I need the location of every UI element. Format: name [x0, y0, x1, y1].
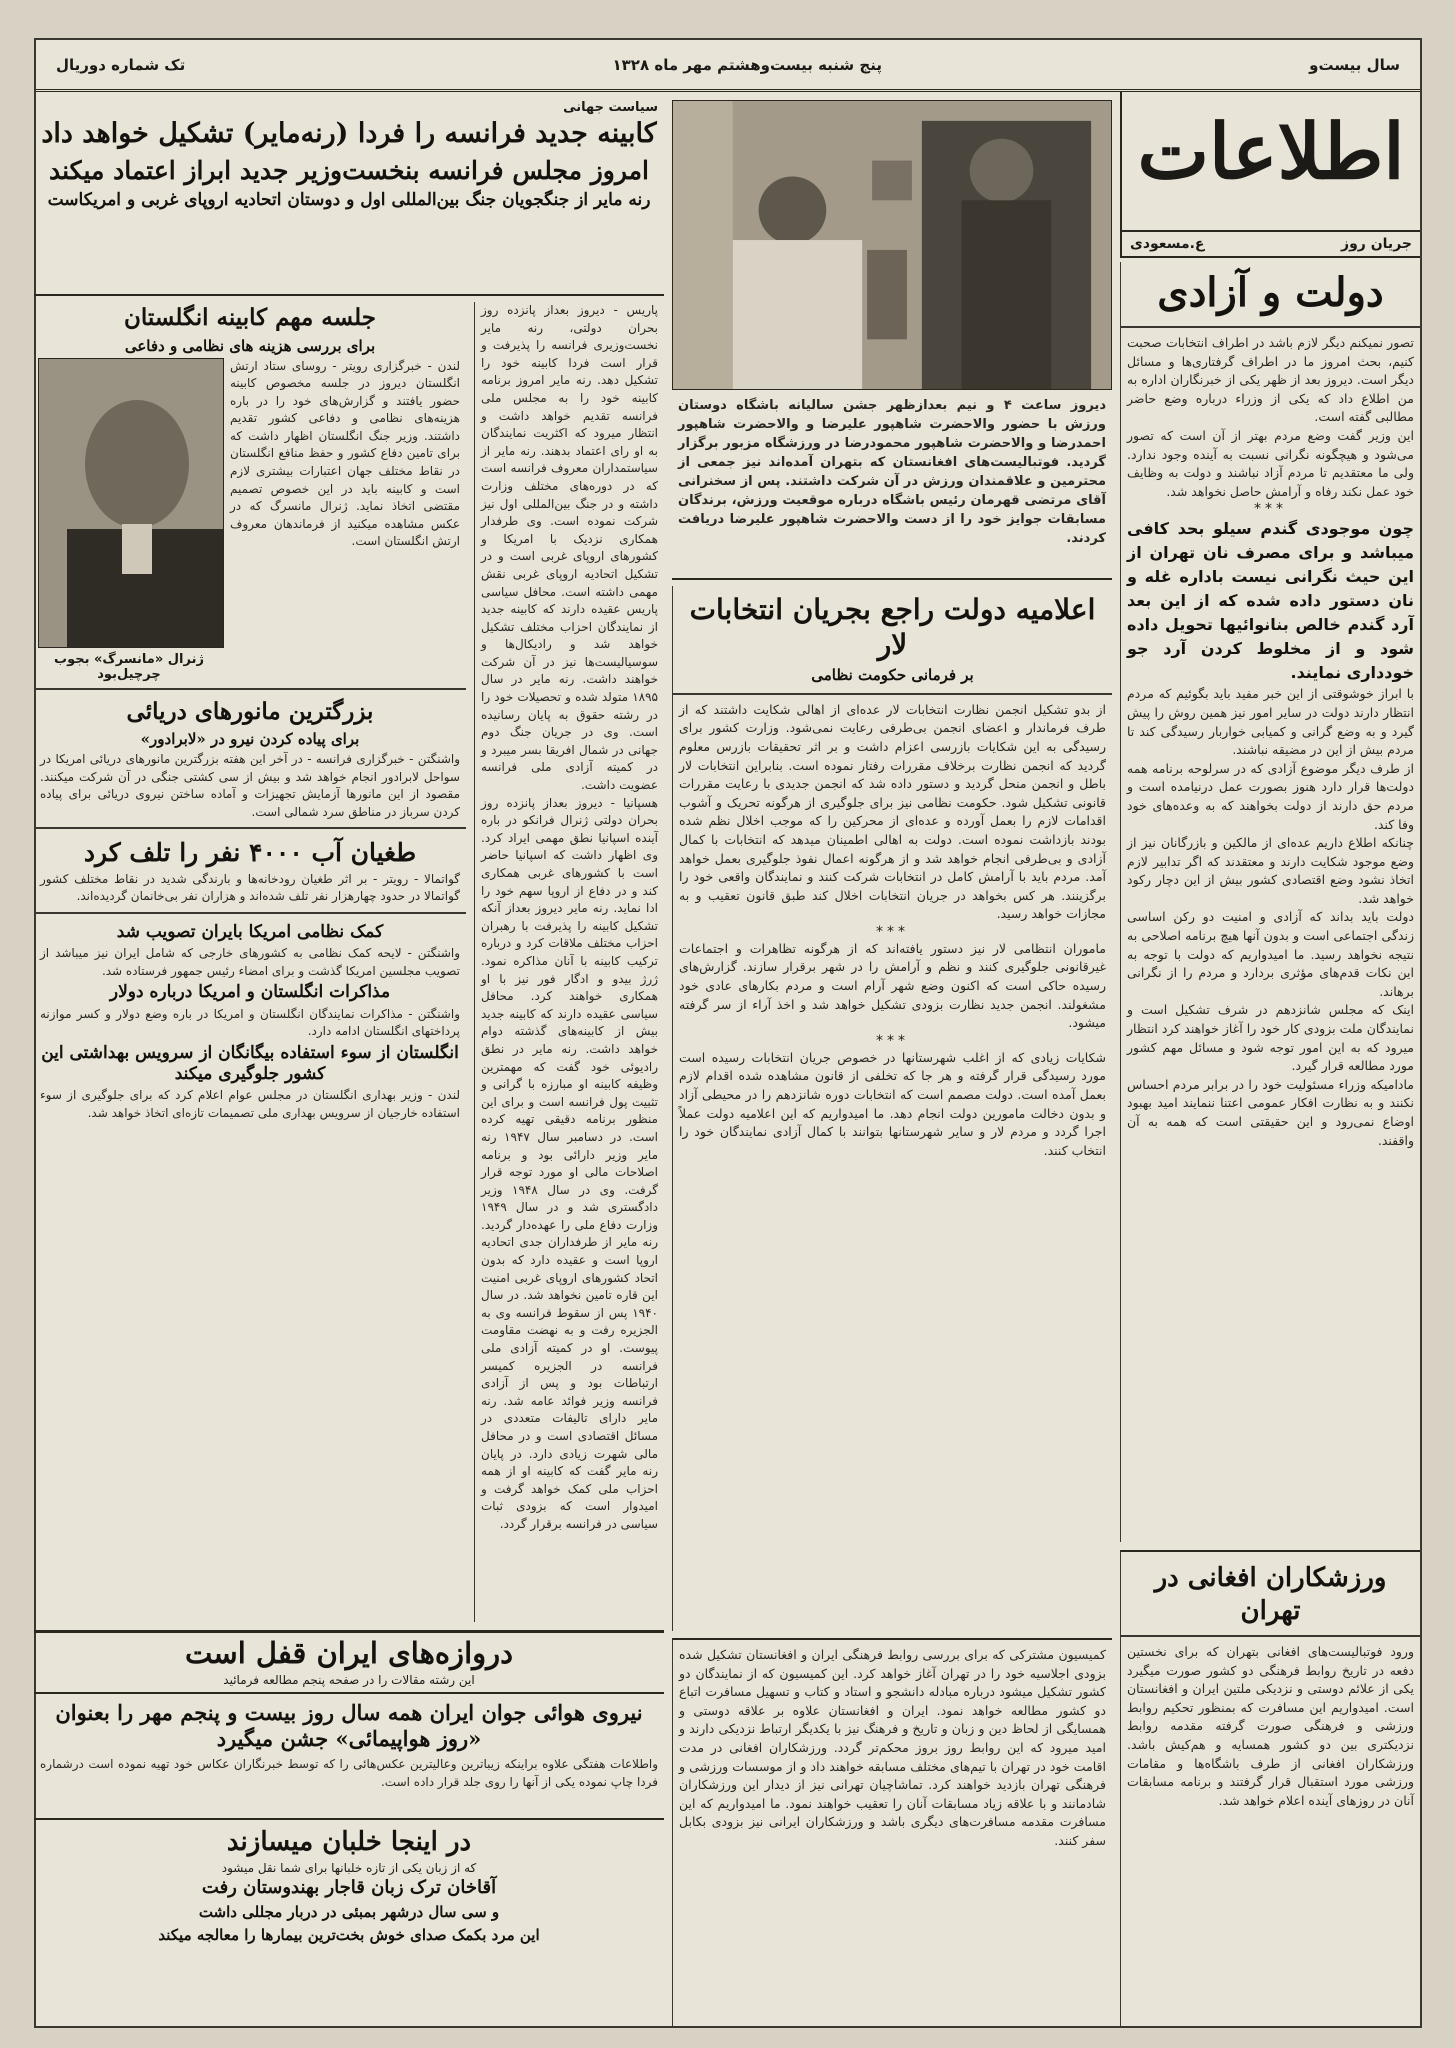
separator: *** — [876, 923, 909, 940]
portrait-photo — [38, 358, 224, 648]
gates-subtitle: این رشته مقالات را در صفحه پنجم مطالعه فرمائید — [223, 1673, 475, 1688]
election-title: اعلامیه دولت راجع بجریان انتخابات لار — [689, 593, 1096, 661]
airforce-title: نیروی هوائی جوان ایران همه سال روز بیست و پنجم مهر را بعنوان «روز هواپیمائی» جشن میگیرد — [55, 1700, 643, 1752]
shelter-title: در اینجا خلبان میسازند — [226, 1827, 472, 1857]
newspaper-logo: اطلاعات — [1137, 107, 1405, 196]
separator: *** — [1254, 501, 1287, 518]
britain-subtitle: برای بررسی هزینه های نظامی و دفاعی — [124, 336, 376, 355]
photo-caption: دیروز ساعت ۴ و نیم بعدازظهر جشن سالیانه باشگاه دوستان ورزش با حضور والاحضرت شاهپور علیرضا و والاحضرت شاهپور احمدرضا و والاحضرت شاهپور محمودرضا در ورزشگاه مزبور برگزار گردید. فوتبالیست‌های افغانستان که بتهران آمده‌اند نیز جمعی از محترمین و علاقمندان ورزش در آن شرکت داشتند. پس از سخنرانی آقای مرتضی قهرمان رئیس باشگاه درباره موقعیت ورزش، برندگان مسابقات جوایز خود را از دست والاحضرت شاهپور علیرضا دریافت کردند. — [678, 398, 1106, 546]
espionage-title: انگلستان از سوء استفاده بیگانگان از سرویس بهداشتی این کشور جلوگیری میکند — [41, 1042, 459, 1084]
afghan-title: ورزشکاران افغانی در تهران — [1154, 1563, 1387, 1626]
world-headline-2: امروز مجلس فرانسه بنخست‌وزیر جدید ابراز اعتماد میکند — [48, 155, 649, 185]
flood-title: طغیان آب ۴۰۰۰ نفر را تلف کرد — [83, 838, 417, 868]
naval-title: بزرگترین مانورهای دریائی — [126, 697, 374, 725]
election-text: از بدو تشکیل انجمن نظارت انتخابات لار عده‌ای از اهالی شکایت داشتند که از طرف فرماندار و اعضای انجمن بی‌طرفی رعایت نمی‌شود. وزارت کشور برای رسیدگی به این شکایات بازرسی اعزام داشت و بر اثر تحقیقات بازرس معلوم گردید که انجمن نظارت برخلاف مقررات رفتار نموده است. بنابراین انتخابات لار باطل و انجمن منحل گردید و دستور داده شد که انجمن جدیدی با رعایت مقررات قانونی تشکیل شود. حکومت نظامی نیز برای جلوگیری از هرگونه تحریک و آشوب اقدامات لازم را بعمل آورده و عده‌ای از محرکین را که موجب اخلال نظم شده بودند بازداشت نموده است. دولت به اهالی اطمینان میدهد که انتخابات با کمال آزادی و بی‌طرفی انجام خواهد شد و از هرگونه اعمال نفوذ جلوگیری بعمل خواهد آمد. مردم باید با آرامش کامل در انتخابات شرکت کنند و نمایندگان واقعی خود را برگزینند. هر کس بخواهد در جریان انتخابات اخلال کند طبق قانون تعقیب و به مجازات خواهد رسید. — [679, 701, 1106, 922]
magazine-line-2: و سی سال درشهر بمبئی در دربار مجللی داشت — [198, 1903, 500, 1921]
aid-text: واشنگتن - لایحه کمک نظامی به کشورهای خارجی که شامل ایران نیز میباشد از تصویب مجلسین امریکا گذشت و برای امضاء رئیس جمهور فرستاده شد. — [40, 946, 460, 978]
election-text-3: شکایات زیادی که از اغلب شهرستانها در خصوص جریان انتخابات رسیده است مورد رسیدگی قرار گرفته و هر جا که تخلفی از قانون مشاهده شده اقدام لازم بعمل آمده است. دولت مصمم است که انتخابات دوره شانزدهم را در محیطی آزاد و بدون دخالت مامورین دولت انجام دهد. ما امیدواریم که این اعلامیه دولت عملاً اجرا گردد و مردم لار و سایر شهرستانها بتوانند با کمال آزادی نمایندگان خود را انتخاب کنند. — [679, 1049, 1106, 1158]
photo-caption-block — [672, 396, 1112, 580]
editorial-paragraph: اینک که مجلس شانزدهم در شرف تشکیل است و نمایندگان ملت بزودی کار خود را آغاز خواهند کرد انتظار میرود که به این امور توجه شود و مسائل مهم کشور مورد مطالعه قرار گیرد. — [1127, 1002, 1414, 1074]
newspaper-page — [34, 38, 1422, 2028]
election-column — [672, 586, 1112, 1631]
editorial-paragraph: این وزیر گفت وضع مردم بهتر از آن است که تصور می‌شود و هیچگونه نگرانی نسبت به آینده وجود ندارد. ولی ما معتقدیم تا مردم آزاد نباشند و دولت به وظایف خود عمل نکند رفاه و آرامش حاصل نخواهد شد. — [1127, 427, 1414, 499]
britain-text: لندن - خبرگزاری رویتر - روسای ستاد ارتش انگلستان دیروز در جلسه مخصوص کابینه حضور یافتند و گزارش‌های خود را در باره هزینه‌های نظامی و دفاعی کشور تقدیم داشتند. وزیر جنگ انگلستان اظهار داشت که برای تامین دفاع کشور و حفظ منافع انگلستان در نقاط مختلف جهان اعتبارات بیشتری لازم است و کابینه باید در این خصوص تصمیم مقتضی اتخاذ نماید. ژنرال مانسرگ که در عکس مشاهده میکنید از فرماندهان معروف ارتش انگلستان است. — [230, 358, 460, 549]
naval-text: واشنگتن - خبرگزاری فرانسه - در آخر این هفته بزرگترین مانورهای دریائی امریکا در سواحل لابرادور انجام خواهد شد و بیش از سی کشتی جنگی در آن شرکت میکنند. مقصود از این مانورها آزمایش تجهیزات و آماده ساختن نیروی دریائی برای پیاده کردن سرباز در مناطق سرد شمالی است. — [40, 752, 460, 819]
gates-title: دروازه‌های ایران قفل است — [184, 1636, 514, 1670]
afghan-column — [1120, 1550, 1420, 2028]
france-column — [474, 302, 664, 1622]
bottom-middle-text: کمیسیون مشترکی که برای بررسی روابط فرهنگی ایران و افغانستان تشکیل شده بزودی اجلاسیه خود را در تهران آغاز خواهد کرد. این کمیسیون که از نمایندگان دو کشور تشکیل میشود درباره مبادله دانشجو و استاد و کتاب و تسهیل مسافرت اتباع دو کشور مطالعه خواهد نمود. ایران و افغانستان علاوه بر علاقه دوستی و همسایگی از لحاظ دین و زبان و تاریخ و فرهنگ نیز با یکدیگر ارتباط نزدیکی دارند و امید میرود که این روابط روز بروز محکم‌تر گردد. ورزشکاران افغانی در مدت اقامت خود در تهران با تیم‌های مختلف مسابقه خواهند داد و از موسسات ورزشی و فرهنگی تهران بازدید خواهند کرد. تماشاچیان تهرانی نیز از دیدار این ورزشکاران شادمانند و با علاقه زیاد مسابقات آنان را تعقیب خواهند نمود. ما امیدواریم که این مسافرت مقدمه مسافرت‌های دیگری باشد و ورزشکاران ایرانی نیز بزودی بکابل سفر کنند. — [679, 1647, 1106, 1848]
naval-subtitle: برای پیاده کردن نیرو در «لابرادور» — [140, 730, 360, 749]
election-subtitle: بر فرمانی حکومت نظامی — [811, 666, 974, 684]
magazine-line-3: این مرد بکمک صدای خوش بخت‌ترین بیمارها را معالجه میکند — [158, 1925, 540, 1944]
gates-block — [34, 1630, 664, 1694]
airforce-text: واطلاعات هفتگی علاوه براینکه زیباترین وعالیترین عکس‌هائی را که توسط خبرنگاران عکاس خود تهیه نموده است درشماره فردا چاپ نموده یکی از آنها را روی جلد قرار داده است. — [40, 1756, 658, 1790]
world-label: سیاست جهانی — [563, 100, 658, 115]
shelter-kicker: که از زبان یکی از تازه خلبانها برای شما نقل میشود — [221, 1860, 477, 1875]
magazine-block — [34, 1824, 664, 2028]
rubric-strip — [1120, 230, 1420, 258]
talks-title: مذاکرات انگلستان و امریکا درباره دولار — [109, 982, 391, 1003]
bottom-middle-column — [672, 1638, 1112, 2028]
editorial-title: دولت و آزادی — [1157, 269, 1384, 316]
world-header — [34, 100, 664, 296]
world-headline-1: کابینه جدید فرانسه را فردا (رنه‌مایر) تشکیل خواهد داد — [41, 118, 657, 149]
rubric-label: جریان روز — [1341, 236, 1412, 252]
election-text-2: ماموران انتظامی لار نیز دستور یافته‌اند که از هرگونه تظاهرات و اجتماعات غیرقانونی جلوگیری کنند و نظم و آرامش را در شهر برقرار سازند. گزارش‌های رسیده حاکی است که اکنون وضع شهر آرام است و مردم بکارهای عادی خود مشغولند. انجمن جدید نظارت بزودی تشکیل خواهد شد و اخذ آراء از سر گرفته میشود. — [679, 940, 1106, 1031]
editorial-paragraph: مادامیکه وزراء مسئولیت خود را در برابر مردم احساس نکنند و به نظارت افکار عمومی اعتنا ننمایند امید بهبود اوضاع نمی‌رود و این حقیقتی است که همه به آن واقفند. — [1127, 1076, 1414, 1148]
afghan-text: ورود فوتبالیست‌های افغانی بتهران که برای نخستین دفعه در تاریخ روابط فرهنگی دو کشور صورت میگیرد یکی از علائم دوستی و نزدیکی ملتین ایران و افغانستان است. امیدواریم این مسافرت که بمنظور تحکیم روابط ورزشی و فرهنگی صورت گرفته مقدمه روابط نزدیکتری بین دو کشور همسایه و هم‌کیش باشد. ورزشکاران افغانی از طرف باشگاه‌ها و مقامات ورزشی مورد استقبال قرار گرفتند و برنامه مسابقات آنان در روزهای آینده اعلام خواهد شد. — [1127, 1644, 1414, 1808]
masthead — [1120, 92, 1420, 242]
issue-date: پنج شنبه بیست‌وهشتم مهر ماه ۱۳۲۸ — [612, 55, 882, 74]
ceremony-photo — [672, 100, 1112, 390]
britain-column — [34, 302, 466, 1622]
editorial-paragraph: با ابراز خوشوقتی از این خبر مفید باید بگوئیم که مردم انتظار دارند دولت در سایر امور نیز همین روش را پیش گیرد و به وضع گرانی و کمیابی خواربار رسیدگی کند تا مردم بیش از این در مضیقه نباشند. — [1127, 686, 1414, 758]
aid-title: کمک نظامی امریکا بایران تصویب شد — [116, 921, 384, 942]
espionage-text: لندن - وزیر بهداری انگلستان در مجلس عوام اعلام کرد که برای جلوگیری از سوء استفاده خارجیان از سرویس بهداری ملی تصمیمات تازه‌ای اتخاذ خواهد شد. — [40, 1088, 460, 1120]
editorial-bold-paragraph: چون موجودی گندم سیلو بحد کافی میباشد و برای مصرف نان تهران از این حیث نگرانی نیست باداره غله و نان دستور داده شده که از این بعد آرد گندم خالص بنانوائیها تحویل داده شود و از مخلوط کردن آرد جو خودداری نمایند. — [1127, 519, 1414, 683]
magazine-line-1: آقاخان ترک زبان قاجار بهندوستان رفت — [201, 1876, 497, 1898]
price-label: تک شماره دوریال — [56, 55, 186, 74]
flood-text: گواتمالا - رویتر - بر اثر طغیان رودخانه‌ها و بارندگی شدید در نقاط مختلف کشور گواتمالا در حدود چهارهزار نفر تلف شده‌اند و هزاران نفر بی‌خانمان گردیده‌اند. — [40, 871, 460, 904]
france-text: پاریس - دیروز بعداز پانزده روز بحران دولتی، رنه مایر نخست‌وزیری فرانسه را پذیرفت و قرار است فردا کابینه خود را تشکیل دهد. رنه مایر امروز برنامه کابینه خود را به مجلس ملی فرانسه تقدیم خواهد داشت و انتظار میرود که اکثریت نمایندگان به او رای اعتماد بدهند. رنه مایر از سیاستمداران معروف فرانسه است که در دوره‌های مختلف وزارت داشته و در جنگ بین‌المللی اول نیز شرکت نموده است. وی طرفدار همکاری نزدیک با امریکا و کشورهای اروپای غربی است و در تشکیل اتحادیه اروپای غربی نقش مهمی داشته است. محافل سیاسی پاریس عقیده دارند که کابینه جدید از نمایندگان احزاب مختلف تشکیل خواهد شد و رادیکال‌ها و سوسیالیست‌ها نیز در آن شرکت خواهند داشت. رنه مایر در سال ۱۸۹۵ متولد شده و تحصیلات خود را در رشته حقوق به پایان رسانیده است. وی در جریان جنگ دوم جهانی در شمال افریقا بسر میبرد و در کمیته آزادی ملی فرانسه عضویت داشت. — [481, 303, 658, 793]
britain-title: جلسه مهم کابینه انگلستان — [124, 304, 376, 331]
portrait-caption: ژنرال «مانسرگ» بجوب چرچیل‌بود — [54, 651, 204, 682]
editorial-paragraph: از طرف دیگر موضوع آزادی که در سرلوحه برنامه همه دولت‌ها قرار دارد هنوز بصورت عمل درنیامده است و مردم حق دارند از دولت بخواهند که به وعده‌های خود وفا کند. — [1127, 760, 1414, 832]
author-label: ع.مسعودی — [1130, 236, 1205, 252]
date-line — [36, 40, 1420, 92]
editorial-paragraph: چنانکه اطلاع داریم عده‌ای از مالکین و بازرگانان نیز از وضع موجود شکایت دارند و معتقدند که اگر تدابیر لازم اتخاذ نشود وضع اقتصادی کشور بیش از این دچار رکود خواهد شد. — [1127, 835, 1414, 906]
year-label: سال بیست‌و — [1309, 55, 1400, 74]
talks-text: واشنگتن - مذاکرات نمایندگان انگلستان و امریکا در باره وضع دولار و کسر موازنه پرداختهای انگلستان ادامه دارد. — [40, 1006, 460, 1039]
editorial-paragraph: تصور نمیکنم دیگر لازم باشد در اطراف انتخابات صحبت کنیم، بحث امروز ما در اطراف گرفتاری‌ها و مسائل دیگر است. دیروز بعد از ظهر یکی از خبرنگاران اداره به من اطلاع داد که یکی از وزراء درباره وضع حاضر مطالبی گفته است. — [1127, 335, 1414, 425]
separator: *** — [876, 1032, 909, 1049]
world-subhead: رنه مایر از جنگجویان جنگ بین‌المللی اول و دوستان اتحادیه اروپای غربی و امریکاست — [47, 190, 651, 210]
editorial-column — [1120, 262, 1420, 1542]
editorial-paragraph: دولت باید بداند که آزادی و امنیت دو رکن اساسی زندگی اجتماعی است و بدون آنها هیچ برنامه اصلاحی به نتیجه نخواهد رسید. ما امیدواریم که دولت با توجه به این نکات قدم‌های مؤثری بردارد و مردم را از نگرانی برهاند. — [1127, 909, 1414, 999]
mid-column-text: هسپانیا - دیروز بعداز پانزده روز بحران دولتی ژنرال فرانکو در باره آینده اسپانیا نطق مهمی ایراد کرد. وی اظهار داشت که اسپانیا حاضر است با کشورهای غربی همکاری کند و در دفاع از اروپا سهم خود را ادا نماید. رنه مایر دیروز بعداز آنکه تشکیل کابینه را پذیرفت با رهبران احزاب مختلف ملاقات کرد و درباره ترکیب کابینه با آنان مذاکره نمود. ژرژ بیدو و ادگار فور نیز با او همکاری خواهند کرد. محافل سیاسی عقیده دارند که کابینه جدید بیش از کابینه‌های گذشته دوام خواهد داشت. رنه مایر در نطق رادیوئی خود گفت که مهمترین وظیفه کابینه او مبارزه با گرانی و تثبیت پول فرانسه است و برای این منظور برنامه دقیقی تهیه کرده است. در دسامبر سال ۱۹۴۷ رنه مایر وزیر دارائی بود و برنامه اصلاحات مالی او مورد توجه قرار گرفت. وی در سال ۱۹۴۸ وزیر دادگستری شد و در سال ۱۹۴۹ وزارت دفاع ملی را عهده‌دار گردید. رنه مایر از طرفداران جدی اتحادیه اروپا است و عقیده دارد که بدون اتحاد کشورهای اروپای غربی امنیت این قاره تامین نخواهد شد. در سال ۱۹۴۰ پس از سقوط فرانسه وی به الجزیره رفت و به نهضت مقاومت پیوست. او در کمیته آزادی ملی فرانسه در الجزیره کمیسر ارتباطات بود و پس از آزادی فرانسه وزیر فوائد عامه شد. رنه مایر دارای تالیفات متعددی در مسائل اقتصادی است و در محافل مالی شهرت زیادی دارد. در پایان رنه مایر گفت که کابینه او از همه احزاب ملی کمک خواهد گرفت و امیدوار است که بزودی ثبات سیاسی در فرانسه برقرار گردد. — [481, 795, 658, 1531]
airforce-block — [34, 1698, 664, 1820]
